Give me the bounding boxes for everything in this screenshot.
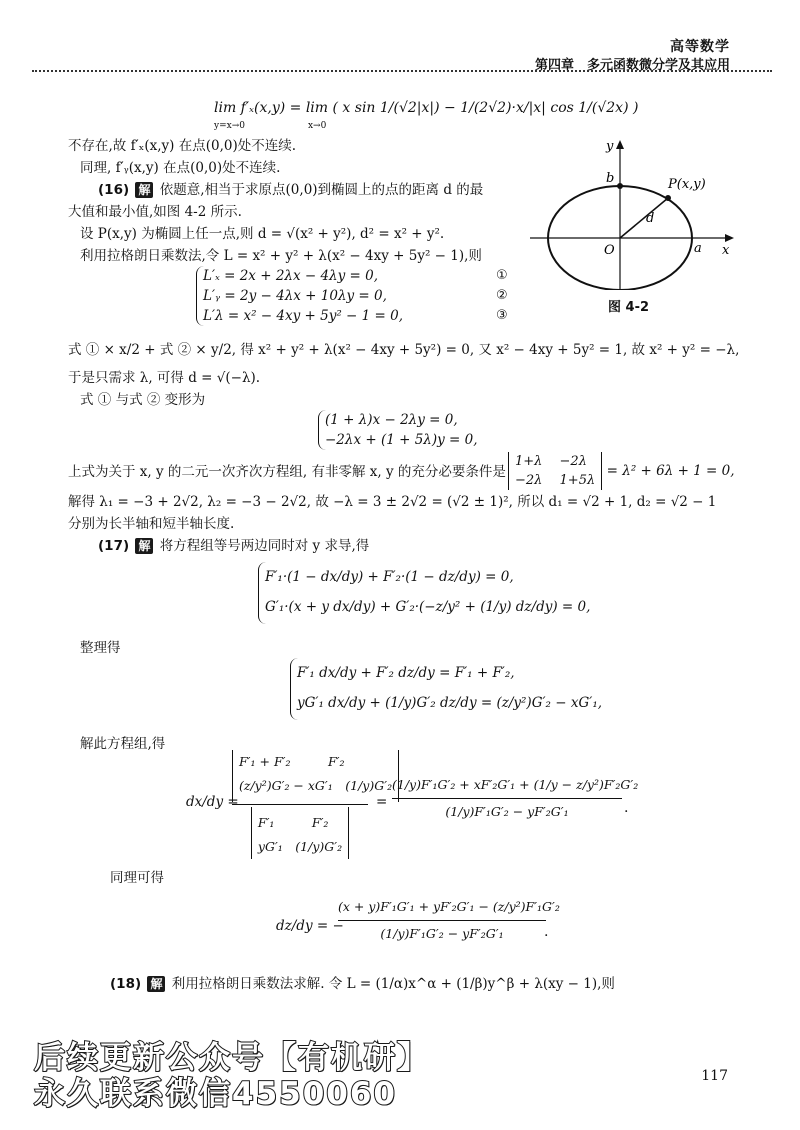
equation: G′₁·(x + y dx/dy) + G′₂·(−z/y² + (1/y) dz/dy) = 0, [265,599,591,615]
determinant-row: 1+λ −2λ [515,454,587,469]
text-line: 解得 λ₁ = −3 + 2√2, λ₂ = −3 − 2√2, 故 −λ = 3 ± 2√2 = (√2 ± 1)², 所以 d₁ = √2 + 1, d₂ = √2 − 1 [68,494,717,510]
equation-tags [496,266,508,326]
solution-badge: 解 [135,538,153,554]
limit-subscript: y=x→0 x→0 [214,121,327,131]
label-p: P(x,y) [668,177,706,192]
problem-number: (17) [98,538,130,554]
solution-badge: 解 [135,182,153,198]
determinant-row: F′₁ F′₂ [257,815,329,830]
fraction-numerator: (x + y)F′₁G′₁ + yF′₂G′₁ − (z/y²)F′₁G′₂ [338,899,560,914]
equation: yG′₁ dx/dy + (1/y)G′₂ dz/dy = (z/y²)G′₂ − xG′₁, [297,695,603,711]
determinant-1 [508,452,735,490]
determinant-row: −2λ 1+5λ [515,473,596,488]
determinant-tail: = λ² + 6λ + 1 = 0, [606,463,735,479]
equation: −2λx + (1 + 5λ)y = 0, [325,432,478,448]
determinant-row: (z/y²)G′₂ − xG′₁ (1/y)G′₂ [239,778,393,793]
fraction-numerator: (1/y)F′₁G′₂ + xF′₂G′₁ + (1/y − z/y²)F′₂G′₂ [392,777,639,792]
figure-caption: 图 4-2 [608,300,650,315]
problem-17-start [98,536,369,556]
ellipse-figure [530,140,740,290]
equation-system-2 [318,410,478,450]
text-line: 设 P(x,y) 为椭圆上任一点,则 d = √(x² + y²), d² = x² + y². [80,226,445,242]
dzdy-result-fraction [338,894,560,947]
problem-number: (16) [98,182,130,198]
equation-tag: ② [496,288,508,303]
text-line: 分别为长半轴和短半轴长度. [68,516,235,532]
text-line: 将方程组等号两边同时对 y 求导,得 [159,538,370,554]
determinant-row: yG′₁ (1/y)G′₂ [257,839,343,854]
dxdy-result-fraction [392,772,639,825]
label-x: x [722,243,730,258]
page-number: 117 [701,1068,728,1084]
period: . [624,800,629,816]
label-y: y [606,140,614,154]
header-divider [32,70,772,72]
equation: F′₁·(1 − dx/dy) + F′₂·(1 − dz/dy) = 0, [265,569,514,585]
equation-tag: ① [496,268,508,283]
label-a: a [694,241,702,256]
label-origin: O [604,243,615,258]
text-line: 同理可得 [110,870,164,886]
equation-system-1 [196,266,403,326]
solution-badge: 解 [147,976,165,992]
equals-sign: = [376,794,388,810]
chapter-title: 第四章 多元函数微分学及其应用 [534,58,730,73]
dxdy-lhs: dx/dy = [186,794,239,810]
problem-16-start [98,180,483,200]
text-line: 解此方程组,得 [80,736,166,752]
book-title: 高等数学 [670,39,730,55]
limit-expression: lim f′ₓ(x,y) = lim ( x sin 1/(√2|x|) − 1/(2√2)·x/|x| cos 1/(√2x) ) [214,100,639,116]
text-line: 式 ① × x/2 + 式 ② × y/2, 得 x² + y² + λ(x² − 4xy + 5y²) = 0, 又 x² − 4xy + 5y² = 1, 故 x² + y² = −λ, [68,342,740,358]
equation: L′λ = x² − 4xy + 5y² − 1 = 0, [203,308,404,324]
period: . [544,924,549,940]
fraction-denominator: (1/y)F′₁G′₂ − yF′₂G′₁ [445,804,569,819]
determinant-row: F′₁ + F′₂ F′₂ [239,754,345,769]
text-line: 大值和最小值,如图 4-2 所示. [68,204,242,220]
equation-system-3 [258,562,590,624]
watermark-line-1: 后续更新公众号【有机研】 [34,1040,430,1076]
text-line: 上式为关于 x, y 的二元一次齐次方程组, 有非零解 x, y 的充分必要条件是 [68,464,506,480]
equation-tag: ③ [496,308,508,323]
equation: L′ᵧ = 2y − 4λx + 10λy = 0, [203,288,387,304]
text-line: 整理得 [80,640,121,656]
problem-18-start [110,974,615,994]
text-line: 依题意,相当于求原点(0,0)到椭圆上的点的距离 d 的最 [159,182,484,198]
x-axis-arrow [725,234,734,242]
y-axis-arrow [616,140,624,149]
problem-number: (18) [110,976,142,992]
text-line: 不存在,故 f′ₓ(x,y) 在点(0,0)处不连续. [68,138,297,154]
fraction-denominator: (1/y)F′₁G′₂ − yF′₂G′₁ [380,926,504,941]
equation: L′ₓ = 2x + 2λx − 4λy = 0, [203,268,379,284]
watermark-line-2: 永久联系微信4550060 [34,1076,397,1112]
point-p [665,195,671,201]
equation: (1 + λ)x − 2λy = 0, [325,412,458,428]
text-line: 利用拉格朗日乘数法求解. 令 L = (1/α)x^α + (1/β)y^β + λ(xy − 1),则 [171,976,615,992]
point-b [617,183,623,189]
dxdy-cramer-fraction [232,750,393,859]
distance-segment [620,198,668,238]
label-d: d [646,211,655,226]
text-line: 利用拉格朗日乘数法,令 L = x² + y² + λ(x² − 4xy + 5y² − 1),则 [80,248,482,264]
dzdy-lhs: dz/dy = − [276,918,344,934]
label-b: b [606,171,615,186]
equation-system-4 [290,658,602,720]
text-line: 同理, f′ᵧ(x,y) 在点(0,0)处不连续. [80,160,281,176]
text-line: 式 ① 与式 ② 变形为 [80,392,206,408]
text-line: 于是只需求 λ, 可得 d = √(−λ). [68,370,261,386]
equation: F′₁ dx/dy + F′₂ dz/dy = F′₁ + F′₂, [297,665,515,681]
